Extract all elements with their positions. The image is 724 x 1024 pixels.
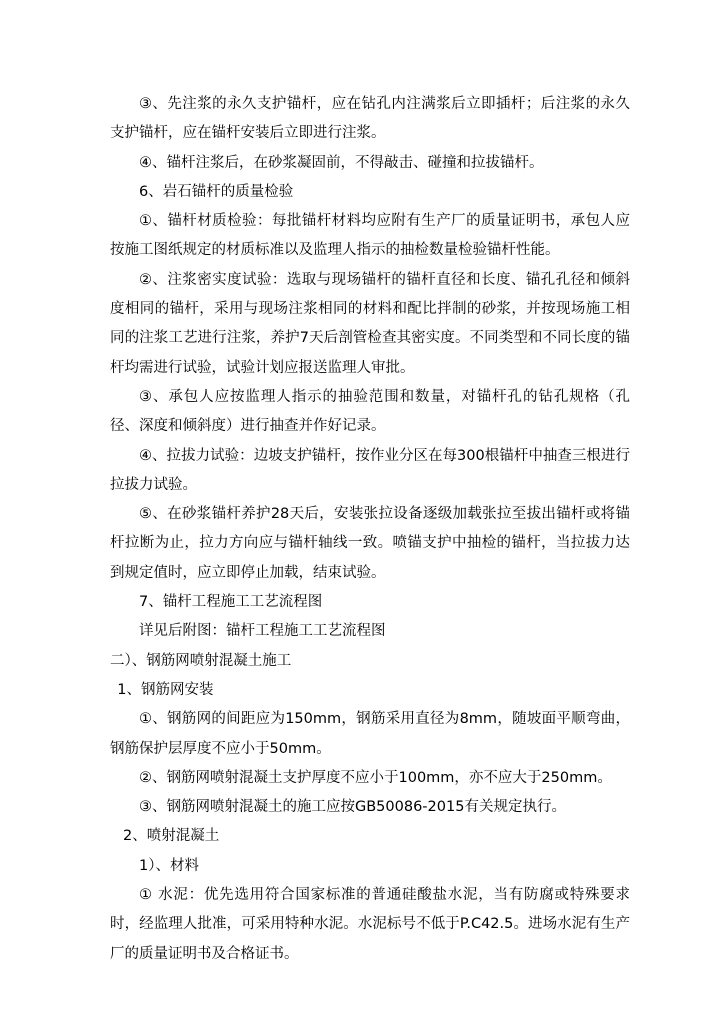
paragraph-material-inspection: ①、锚杆材质检验：每批锚杆材料均应附有生产厂的质量证明书，承包人应按施工图纸规定的材质标准以及监理人指示的抽检数量检验锚杆性能。 <box>110 213 630 259</box>
section-heading-process-flowchart: 7、锚杆工程施工工艺流程图 <box>139 594 323 611</box>
section-heading-anchor-quality: 6、岩石锚杆的质量检验 <box>139 183 294 200</box>
paragraph-pull-out-test: ④、拉拔力试验：边坡支护锚杆，按作业分区在每300根锚杆中抽查三根进行拉拔力试验。 <box>110 447 630 493</box>
section-heading-materials: 1）、材料 <box>139 857 199 874</box>
paragraph-no-disturb-after-grouting: ④、锚杆注浆后，在砂浆凝固前，不得敲击、碰撞和拉拔锚杆。 <box>139 154 544 171</box>
section-heading-mesh-shotcrete: 二）、钢筋网喷射混凝土施工 <box>110 652 292 669</box>
paragraph-grout-density-test: ②、注浆密实度试验：选取与现场锚杆的锚杆直径和长度、锚孔孔径和倾斜度相同的锚杆，采用与现场注浆相同的材料和配比拌制的砂浆，并按现场施工相同的注浆工艺进行注浆，养护7天后剖管检查其密实度。不同类型和不同长度的锚杆均需进行试验，试验计划应报送监理人审批。 <box>110 271 630 376</box>
section-heading-shotcrete: 2、喷射混凝土 <box>123 828 220 845</box>
paragraph-flowchart-reference: 详见后附图：锚杆工程施工工艺流程图 <box>139 623 386 640</box>
paragraph-cement-requirements: ① 水泥：优先选用符合国家标准的普通硅酸盐水泥，当有防腐或特殊要求时，经监理人批准，可采用特种水泥。水泥标号不低于P.C42.5。进场水泥有生产厂的质量证明书及合格证书。 <box>110 887 630 962</box>
paragraph-mesh-spacing: ①、钢筋网的间距应为150mm，钢筋采用直径为8mm，随坡面平顺弯曲，钢筋保护层厚度不应小于50mm。 <box>110 711 630 757</box>
paragraph-drill-hole-check: ③、承包人应按监理人指示的抽验范围和数量，对锚杆孔的钻孔规格（孔径、深度和倾斜度）进行抽查并作好记录。 <box>110 388 630 435</box>
section-heading-mesh-installation: 1、钢筋网安装 <box>117 681 214 698</box>
document-body <box>110 90 630 969</box>
paragraph-anchor-grouting-installation: ③、先注浆的永久支护锚杆，应在钻孔内注满浆后立即插杆；后注浆的永久支护锚杆，应在锚杆安装后立即进行注浆。 <box>110 96 630 142</box>
paragraph-standard-reference: ③、钢筋网喷射混凝土的施工应按GB50086-2015有关规定执行。 <box>139 799 566 816</box>
paragraph-support-thickness: ②、钢筋网喷射混凝土支护厚度不应小于100mm，亦不应大于250mm。 <box>139 769 612 786</box>
paragraph-tension-test-procedure: ⑤、在砂浆锚杆养护28天后，安装张拉设备逐级加载张拉至拔出锚杆或将锚杆拉断为止，拉力方向应与锚杆轴线一致。喷锚支护中抽检的锚杆，当拉拔力达到规定值时，应立即停止加载，结束试验。 <box>110 506 630 581</box>
